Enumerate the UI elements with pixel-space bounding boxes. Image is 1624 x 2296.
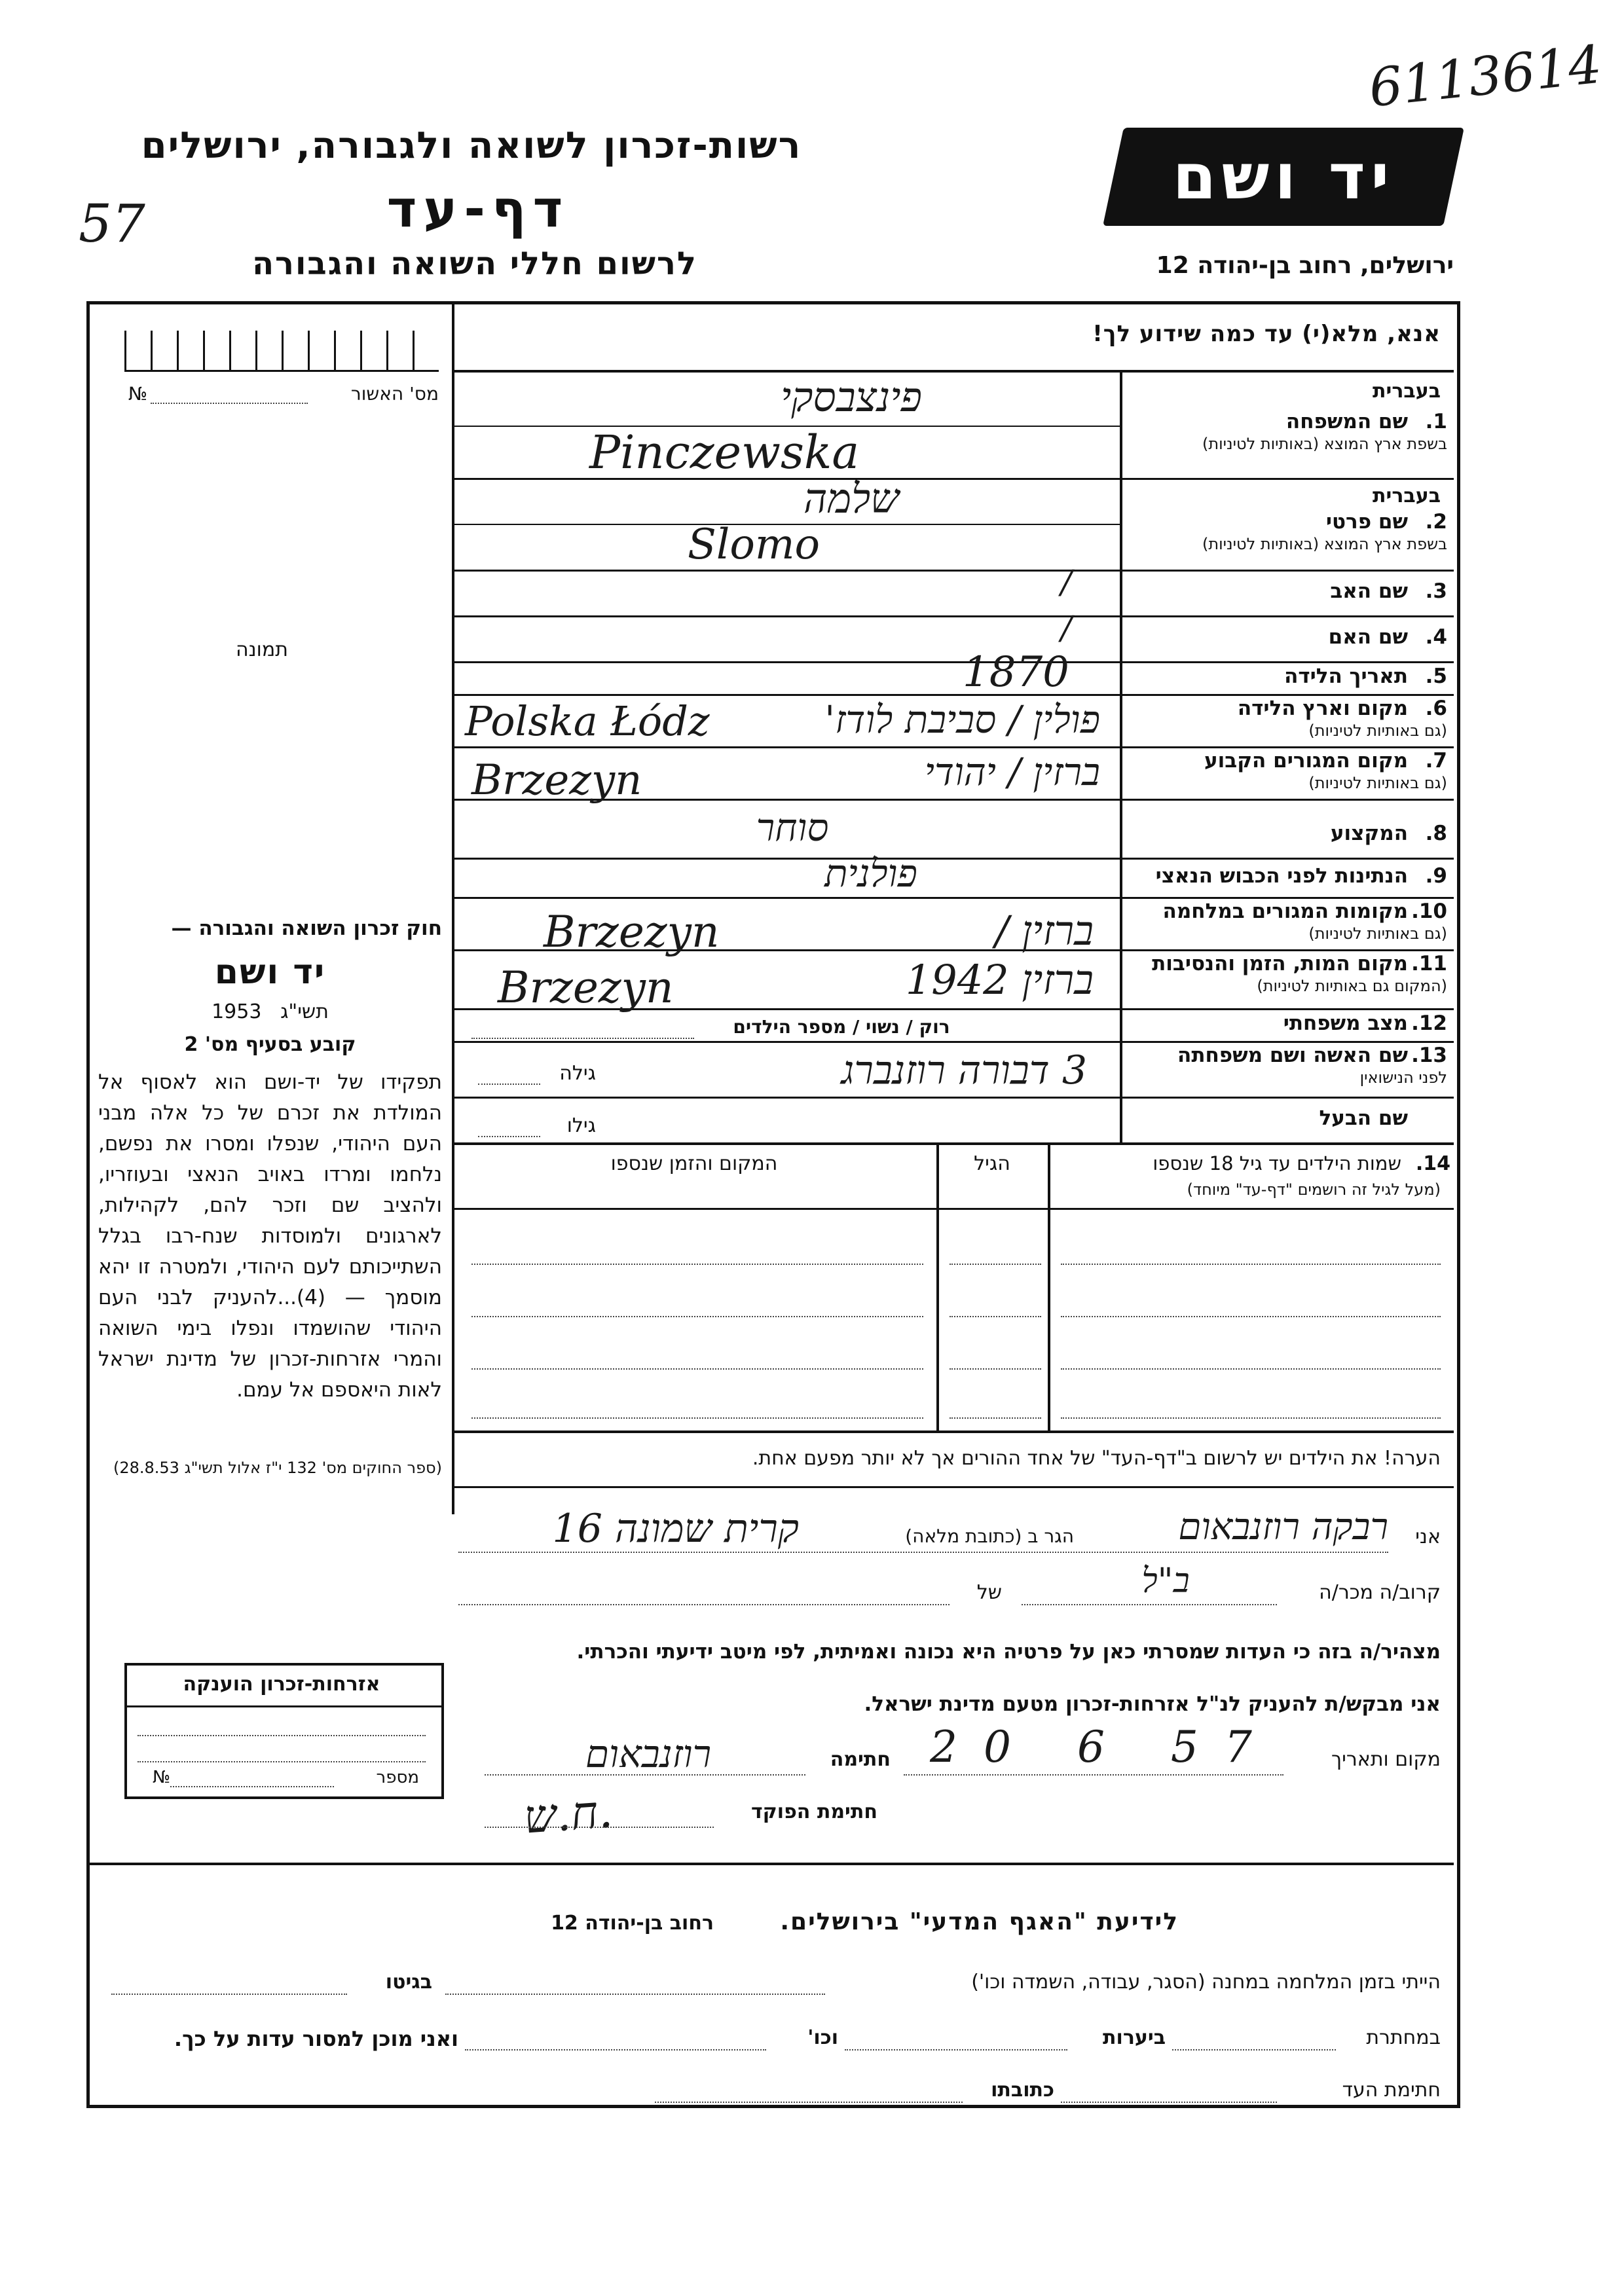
form-subtitle: לרשום חללי השואה והגבורה [252,246,697,282]
bottom-ghetto-label: בגיטו [385,1971,432,1994]
law-section: קובע בסעיף מס' 2 [184,1033,356,1056]
field-label: תאריך הלידה [1284,665,1408,688]
bottom-witness-address-label: כתובתו [991,2079,1054,2102]
law-reference: (ספר החוקים מס' 132 י"ז אלול תשי"ג 28.8.53) [113,1459,442,1477]
field-number: 9. [1425,864,1447,888]
field-row-divider [452,661,1454,663]
field-number: 4. [1425,625,1447,649]
signature-label: חתימה [830,1748,891,1771]
citizenship-number-label: מספר [376,1768,419,1787]
birth-date-value[interactable]: 1870 [963,648,1069,697]
field-row-divider [452,694,1454,696]
officer-signature-label: חתימת הפוקד [751,1800,877,1823]
field-sublabel: (גם באותיות לטיניות) [1308,721,1447,740]
bottom-underground-label: במחתרת [1366,2026,1441,2049]
residence-hebrew-value[interactable]: ברזין / יהודי [924,750,1100,794]
field-label: שם האם [1328,625,1408,649]
bottom-camp-label: הייתי בזמן המלחמה במחנה (הסגר, עבודה, השמדה וכו') [971,1971,1441,1994]
law-name: יד ושם [214,953,326,992]
death-place-hebrew-value[interactable]: ברזין 1942 [905,956,1094,1004]
mother-name-value[interactable]: / [1061,609,1072,647]
field-label: שם האב [1330,579,1408,603]
photo-label: תמונה [236,638,288,661]
wife-name-value[interactable]: 3 דבורה רוזנברג [841,1048,1087,1093]
bottom-testimony-label: ואני מוכן למסור עדות על כך. [174,2026,458,2051]
authority-line: רשות-זכרון לשואה ולגבורה, ירושלים [141,124,802,167]
field-row-divider [452,1097,1454,1099]
citizenship-box-title: אזרחות-זכרון הוענקה [183,1673,380,1696]
field-row-divider [452,1041,1454,1043]
field-label: מקום המות, הזמן והנסיבות [1152,952,1408,975]
approval-label: מס' האשור [350,383,439,405]
bottom-title: לידיעת "האגף המדעי" בירושלים. [780,1908,1179,1935]
note-text: הערה! את הילדים יש לרשום ב"דף-העד" של אחד ההורים אך לא יותר מפעם אחת. [752,1447,1441,1470]
husband-age-label: גילו [566,1114,596,1137]
field-sublabel: (גם באותיות לטיניות) [1308,924,1447,943]
field-number: 13. [1411,1044,1447,1067]
field-label: המקצוע [1330,822,1408,845]
place-date-value[interactable]: 20 6 57 [930,1722,1278,1772]
request-text: אני מבקש/ת להעניק לנ"ל אזרחות-זכרון מטעם מדינת ישראל. [864,1692,1441,1716]
profession-value[interactable]: סוחר [756,805,829,850]
children-label: שמות הילדים עד גיל 18 שנספו [1153,1152,1401,1175]
law-year-hebrew: תשי"ג [280,1000,329,1023]
field-row-divider [452,570,1454,572]
logo-text: יד ושם [1172,140,1395,213]
form-title: דף-עד [386,180,570,239]
field-label: שם האשה ושם משפחתה [1177,1044,1408,1067]
field-label: הנתינות לפני הכבוש הנאצי [1155,864,1408,888]
field-row-divider [452,615,1454,617]
header-address: ירושלים, רחוב בן-יהודה 12 [1156,252,1454,279]
approval-no-label: № [128,383,147,405]
field-label: מקום וארץ הלידה [1237,697,1408,720]
bottom-forests-label: ביערות [1103,2026,1166,2049]
wartime-residence-hebrew-value[interactable]: ברזין / [995,907,1094,955]
children-number: 14. [1415,1152,1450,1175]
field-sublabel: בשפת ארץ המוצא (באותיות לטיניות) [1202,435,1447,453]
birthplace-latin-value[interactable]: Polska Łódz [465,697,710,745]
declaration-text: מצהיר/ה בזה כי העדות שמסרתי כאן על פרטיה היא נכונה ואמיתית, לפי מיטב ידיעתי והכרתי. [576,1640,1441,1664]
field-sublabel: בשפת ארץ המוצא (באותיות לטיניות) [1202,535,1447,553]
declarant-ani: אני [1415,1525,1441,1548]
field-number: 11. [1411,952,1447,975]
law-year-gregorian: 1953 [212,1000,262,1023]
relation-label: קרוב/ה מכר/ה [1319,1581,1441,1604]
nationality-value[interactable]: פולנית [824,851,917,896]
children-col-place: המקום והזמן שנספו [610,1152,778,1175]
firstname-hebrew-value[interactable]: שלמה [803,475,899,522]
bottom-address: רחוב בן-יהודה 12 [551,1912,714,1935]
wartime-residence-latin-value[interactable]: Brzezyn [544,907,720,957]
firstname-latin-value[interactable]: Slomo [688,520,821,569]
field-number: 12. [1411,1011,1447,1035]
law-year [98,1000,442,1023]
archive-id-handwritten: 6113614 [1366,33,1605,119]
children-sublabel: (מעל לגיל זה רושמים "דף-עד" מיוחד) [1187,1180,1441,1199]
children-col-age: הגיל [974,1152,1010,1175]
field-label: שם הבעל [1319,1106,1408,1130]
birthplace-hebrew-value[interactable]: פולין / סביבת לודז' [824,697,1100,742]
field-number: 5. [1425,665,1447,688]
field-sublabel: (המקום גם באותיות לטיניות) [1257,977,1447,995]
citizenship-no-label: № [152,1768,170,1787]
field-label: שם המשפחה [1285,410,1408,433]
death-place-latin-value[interactable]: Brzezyn [498,962,674,1013]
intro-text: אנא, מלא(י) עד כמה שידוע לך! [1092,321,1441,347]
signature-value[interactable]: רוזנבאום [585,1732,712,1776]
declarant-address-value[interactable]: קרית שמונה 16 [552,1506,799,1552]
field-number: 10. [1411,900,1447,923]
approval-number-boxes[interactable] [124,331,439,372]
declarant-name-value[interactable]: רבקה רוזנבאום [1178,1506,1388,1548]
wife-age-label: גילה [559,1062,596,1085]
bottom-etc-label: וכו' [807,2026,838,2049]
marital-status-options[interactable]: רוק / נשוי / מספר הילדים [733,1016,950,1038]
field-hebrew-tag: בעברית [1373,380,1441,403]
field-number: 1. [1425,410,1447,433]
yad-vashem-logo [1103,128,1464,226]
law-title: חוק זכרון השואה והגבורה — [171,917,442,940]
field-row-divider [452,897,1454,899]
field-number: 7. [1425,749,1447,773]
field-row-divider [452,746,1454,748]
bottom-witness-signature-label: חתימת העד [1342,2079,1441,2102]
field-number: 3. [1425,579,1447,603]
law-body-text: תפקידו של יד-ושם הוא לאסוף אל המולדת את זכרם של כל אלה מבני העם היהודי, שנפלו ומסרו את נפשם, נלחמו ומרדו באויב הנאצי ובעוזריו, ולהציב שם וזכר להם, לקהילות, לארגונים ולמוסדות שנח-רבו בגלל השתייכותם לעם היהודי, ולמטרה זו יהא מוסמך — (4)...להעניק לבני העם היהודי שהושמדו ונפלו בימי השואה והמרי אזרחות-זכרון של מדינת ישראל לאות היאספם אל עמם. [98,1070,442,1402]
surname-latin-value[interactable]: Pinczewska [589,426,860,479]
residence-latin-value[interactable]: Brzezyn [471,756,642,805]
field-label: מקומות המגורים במלחמה [1162,900,1408,923]
field-label: מצב משפחתי [1283,1011,1408,1035]
place-date-label: מקום ותאריך [1331,1748,1441,1771]
relation-value[interactable]: ב"ל [1141,1561,1190,1601]
field-number: 6. [1425,697,1447,720]
father-name-value[interactable]: / [1061,563,1072,601]
margin-note: 57 [79,193,145,254]
field-sublabel: (גם באותיות לטיניות) [1308,774,1447,792]
surname-hebrew-value[interactable]: פינצבסקי [781,373,922,421]
field-number: 8. [1425,822,1447,845]
field-sublabel: לפני הנישואין [1359,1068,1447,1087]
relation-of-label: של [976,1581,1002,1604]
officer-signature-value[interactable]: ח.ש. [522,1784,615,1844]
field-number: 2. [1425,510,1447,534]
field-hebrew-tag: בעברית [1373,484,1441,507]
declarant-resides-label: הגר ב (כתובת מלאה) [905,1525,1074,1547]
field-label: שם פרטי [1325,510,1408,534]
field-label: מקום המגורים הקבוע [1204,749,1408,773]
